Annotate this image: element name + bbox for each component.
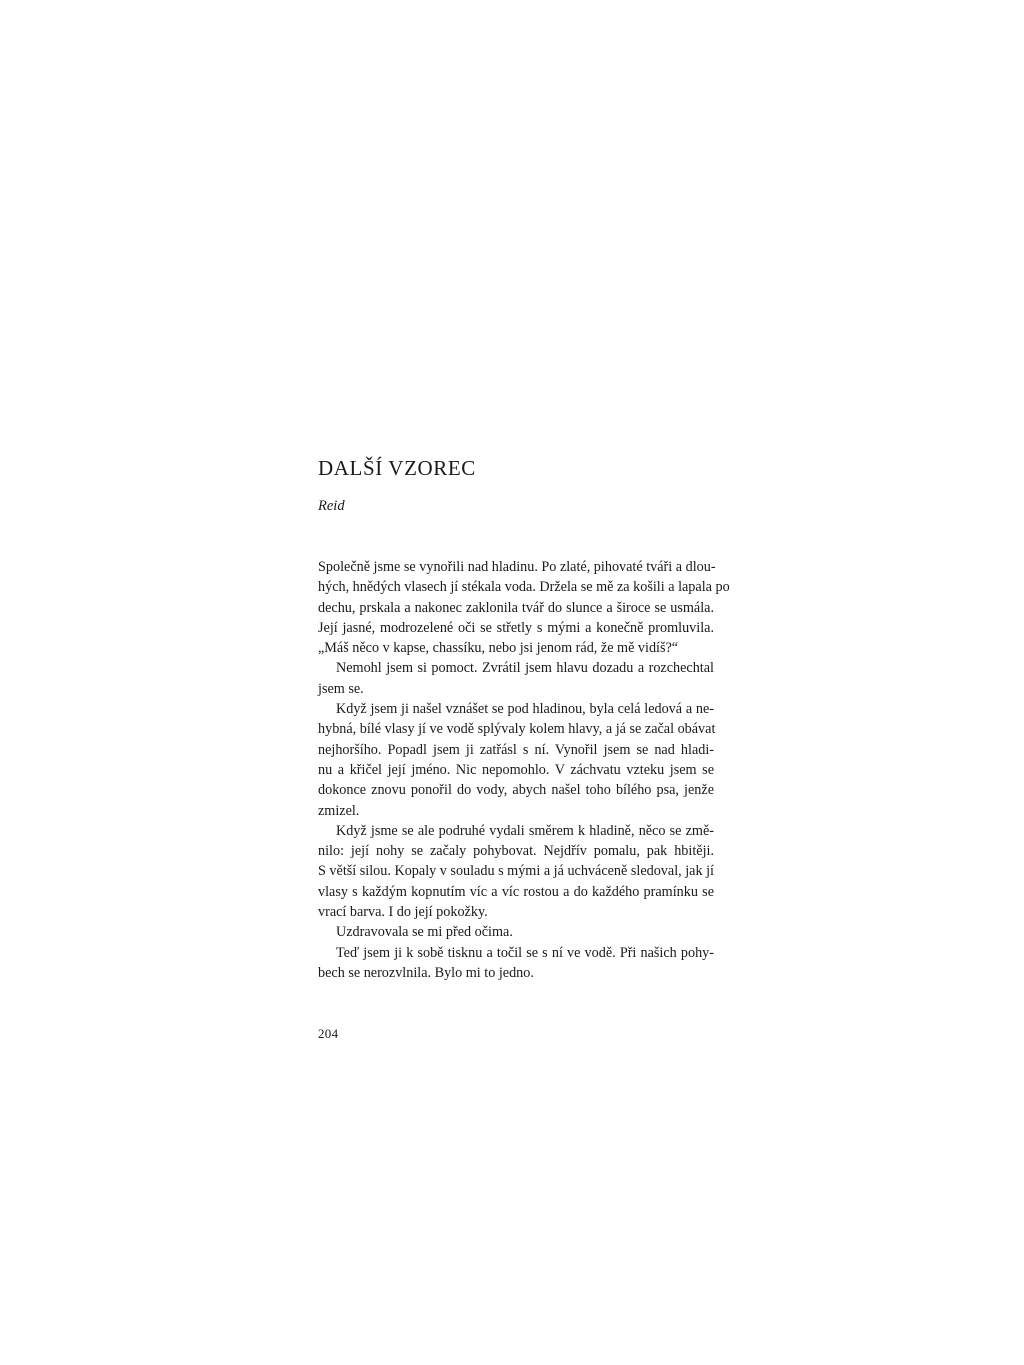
text-line: S větší silou. Kopaly v souladu s mými a já uchváceně sledoval, jak jí bbox=[318, 863, 714, 880]
chapter-body-text bbox=[318, 557, 730, 983]
page-number: 204 bbox=[318, 1026, 339, 1041]
text-line: dokonce znovu ponořil do vody, abych našel toho bílého psa, jenže bbox=[318, 782, 714, 799]
text-line: Uzdravovala se mi před očima. bbox=[336, 924, 513, 941]
text-line: „Máš něco v kapse, chassíku, nebo jsi jenom rád, že mě vidíš?“ bbox=[318, 640, 679, 657]
chapter-title: DALŠÍ VZOREC bbox=[318, 456, 476, 480]
text-line: vrací barva. I do její pokožky. bbox=[318, 904, 488, 921]
text-line: hých, hnědých vlasech jí stékala voda. Držela se mě za košili a lapala po bbox=[318, 579, 730, 596]
text-line: hybná, bílé vlasy jí ve vodě splývaly kolem hlavy, a já se začal obávat bbox=[318, 721, 716, 738]
text-line: jsem se. bbox=[318, 680, 364, 697]
text-line: Když jsme se ale podruhé vydali směrem k hladině, něco se změ- bbox=[336, 822, 714, 839]
text-line: dechu, prskala a nakonec zaklonila tvář do slunce a široce se usmála. bbox=[318, 599, 714, 616]
text-line: bech se nerozvlnila. Bylo mi to jedno. bbox=[318, 964, 534, 981]
chapter-narrator: Reid bbox=[318, 498, 345, 514]
text-line: Její jasné, modrozelené oči se střetly s mými a konečně promluvila. bbox=[318, 619, 714, 636]
text-line: zmizel. bbox=[318, 802, 360, 819]
text-line: nejhoršího. Popadl jsem ji zatřásl s ní. Vynořil jsem se nad hladi- bbox=[318, 741, 714, 758]
text-line: Společně jsme se vynořili nad hladinu. Po zlaté, pihovaté tváři a dlou- bbox=[318, 559, 716, 575]
text-line: nilo: její nohy se začaly pohybovat. Nejdřív pomalu, pak hbitěji. bbox=[318, 843, 714, 860]
text-line: Teď jsem ji k sobě tisknu a točil se s ní ve vodě. Při našich pohy- bbox=[336, 944, 714, 961]
text-line: vlasy s každým kopnutím víc a víc rostou a do každého pramínku se bbox=[318, 883, 714, 900]
text-line: Když jsem ji našel vznášet se pod hladinou, byla celá ledová a ne- bbox=[336, 701, 714, 718]
text-line: Nemohl jsem si pomoct. Zvrátil jsem hlavu dozadu a rozchechtal bbox=[336, 660, 714, 677]
text-line: nu a křičel její jméno. Nic nepomohlo. V záchvatu vzteku jsem se bbox=[318, 761, 714, 778]
